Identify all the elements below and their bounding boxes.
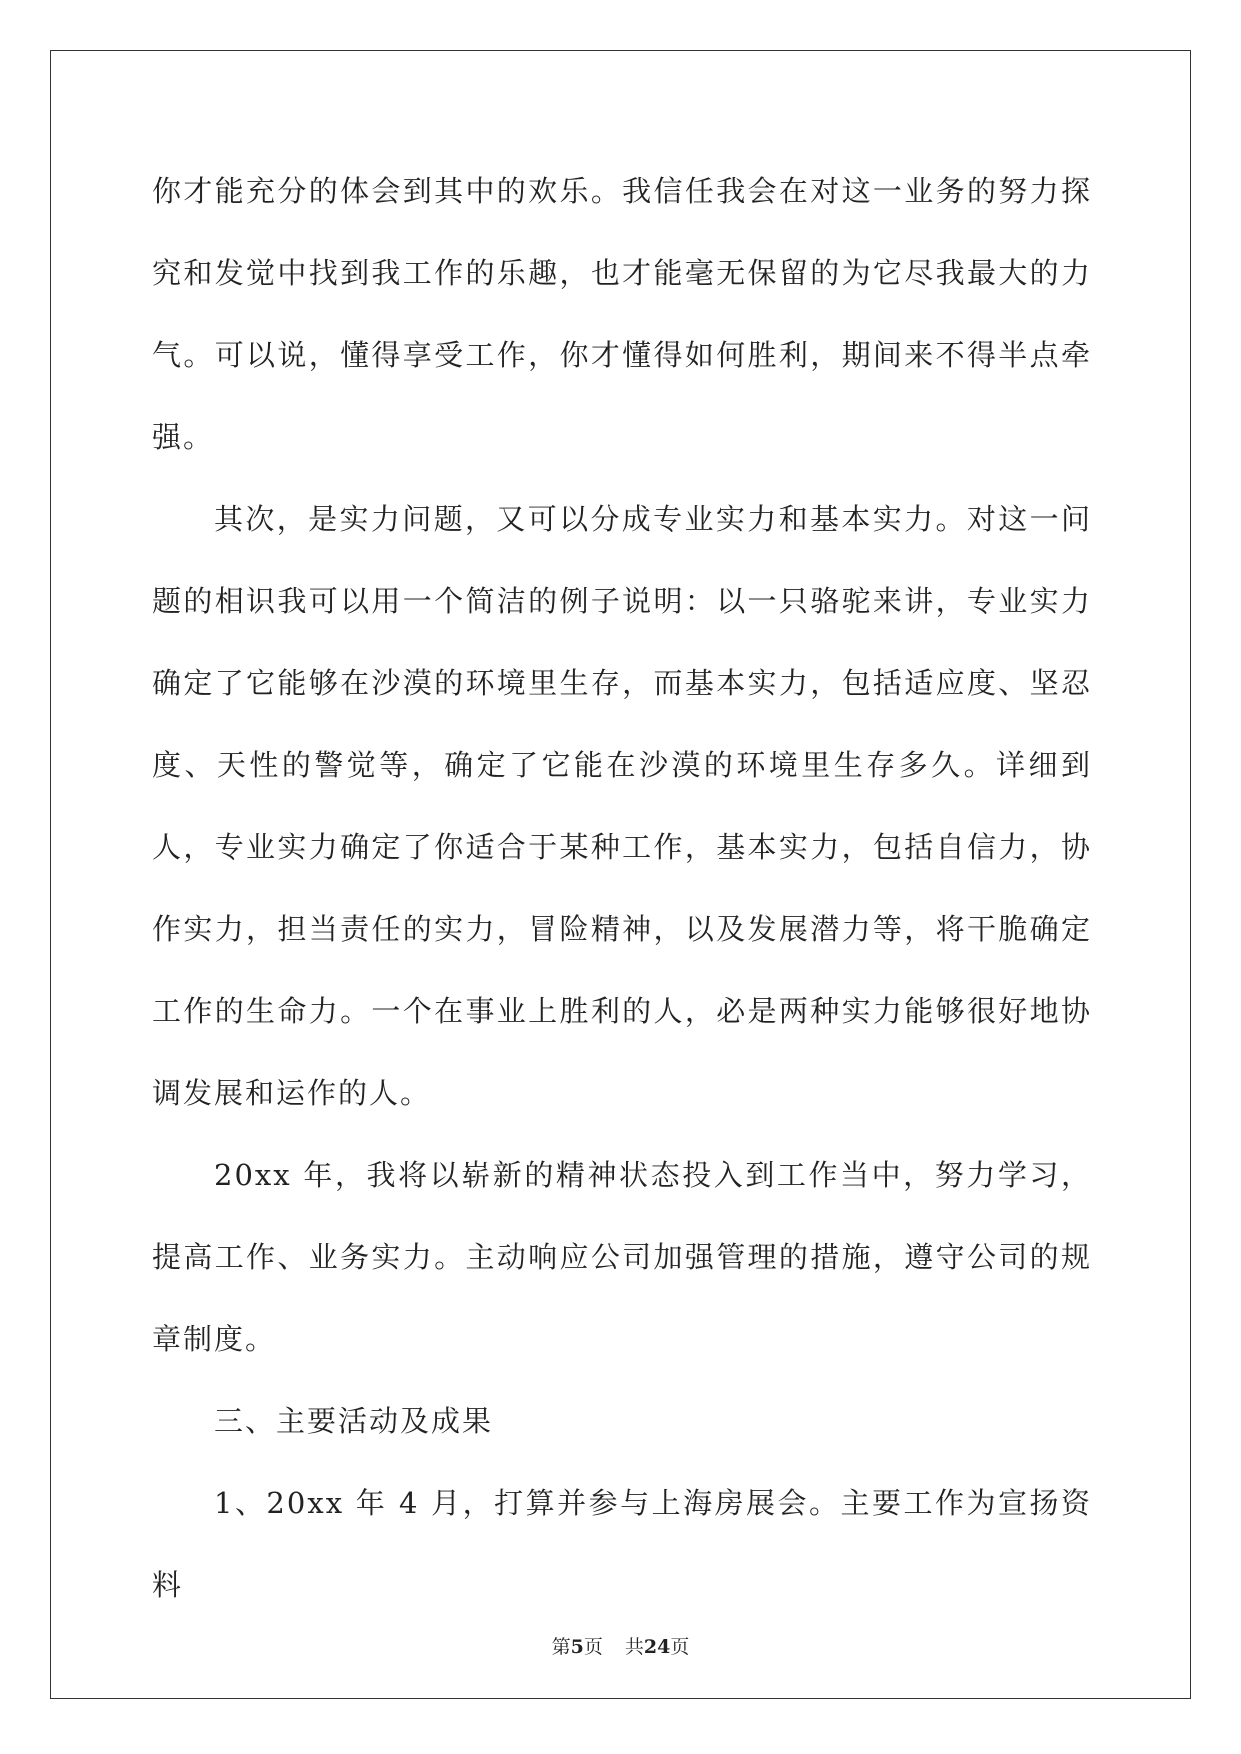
footer-total-suffix: 页 bbox=[670, 1636, 690, 1658]
footer-total-pages: 24 bbox=[643, 1636, 671, 1658]
page-footer bbox=[0, 1632, 1241, 1659]
footer-page-suffix: 页 bbox=[583, 1636, 603, 1658]
section-heading: 三、主要活动及成果 bbox=[214, 1404, 494, 1438]
paragraph-1: 你才能充分的体会到其中的欢乐。我信任我会在对这一业务的努力探究和发觉中找到我工作的乐趣，也才能毫无保留的为它尽我最大的力气。可以说，懂得享受工作，你才懂得如何胜利，期间来不得半点牵强。 bbox=[152, 174, 1092, 454]
footer-page-prefix: 第 bbox=[551, 1636, 571, 1658]
footer-total-prefix: 共 bbox=[624, 1636, 644, 1658]
paragraph-3: 20xx 年，我将以崭新的精神状态投入到工作当中，努力学习，提高工作、业务实力。主动响应公司加强管理的措施，遵守公司的规章制度。 bbox=[152, 1158, 1092, 1356]
paragraph-5: 1、20xx 年 4 月，打算并参与上海房展会。主要工作为宣扬资料 bbox=[152, 1486, 1092, 1602]
footer-page-number: 5 bbox=[570, 1636, 584, 1658]
document-body bbox=[152, 150, 1092, 1626]
paragraph-2: 其次，是实力问题，又可以分成专业实力和基本实力。对这一问题的相识我可以用一个简洁的例子说明：以一只骆驼来讲，专业实力确定了它能够在沙漠的环境里生存，而基本实力，包括适应度、坚忍度、天性的警觉等，确定了它能在沙漠的环境里生存多久。详细到人，专业实力确定了你适合于某种工作，基本实力，包括自信力，协作实力，担当责任的实力，冒险精神，以及发展潜力等，将干脆确定工作的生命力。一个在事业上胜利的人，必是两种实力能够很好地协调发展和运作的人。 bbox=[152, 502, 1092, 1110]
